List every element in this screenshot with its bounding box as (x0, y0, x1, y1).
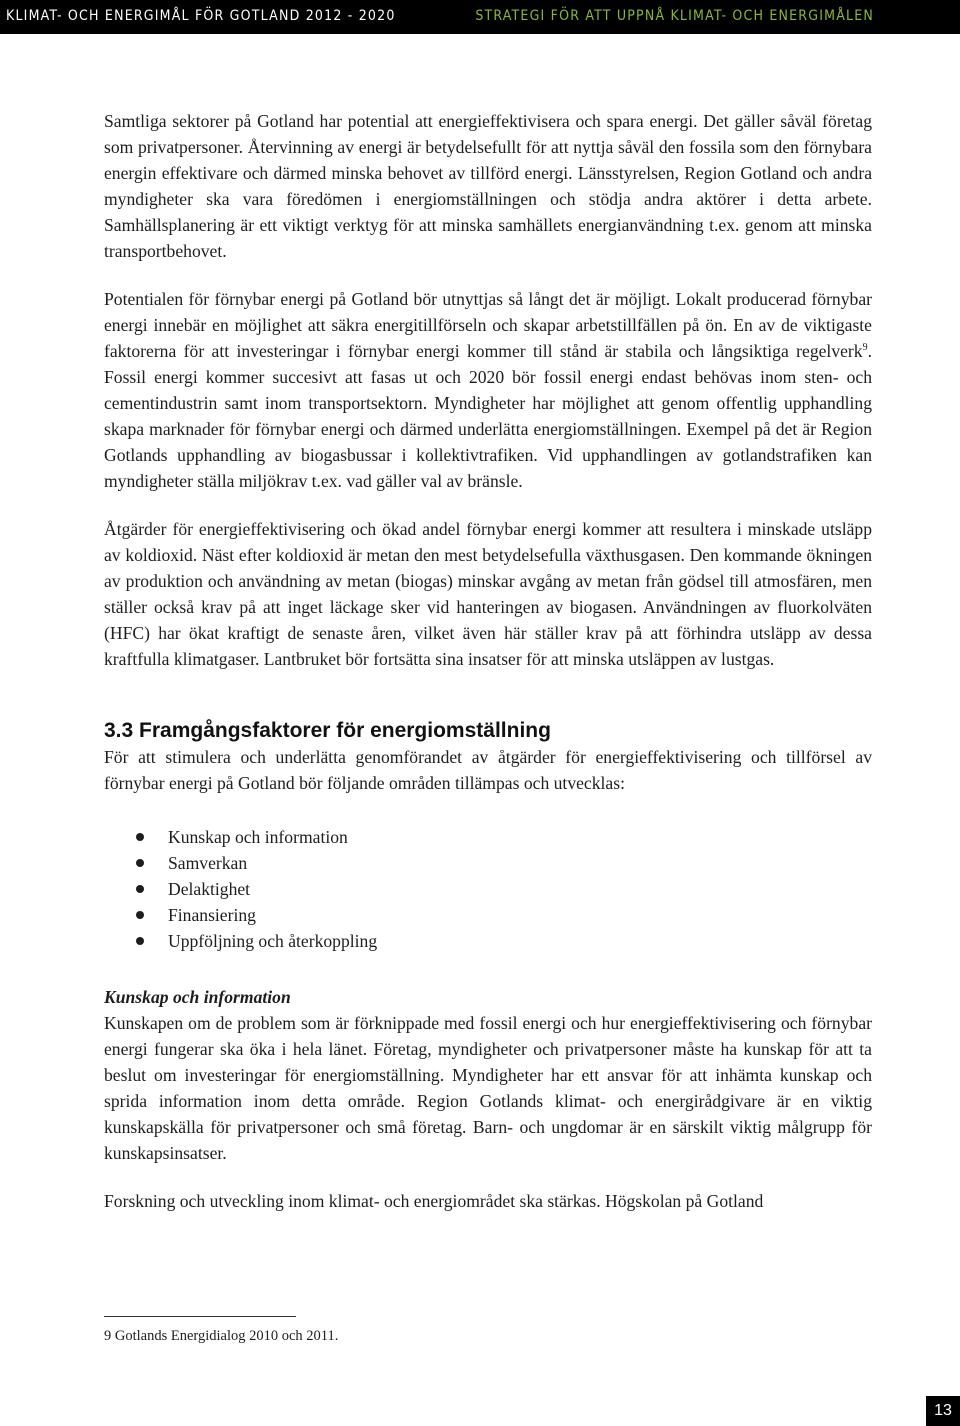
list-item-label: Finansiering (168, 905, 256, 925)
bullet-icon (136, 885, 144, 893)
paragraph-renewable-energy-part1: Potentialen för förnybar energi på Gotland bör utnyttjas så långt det är möjligt. Lokalt producerad förnybar energi innebär en möjlighet att säkra energitillförseln och skapar arbetstillfällen på ön. En av de viktigaste faktorerna för att investeringar i förnybar energi kommer till stånd är stabila och långsiktiga regelverk (104, 289, 872, 361)
footnote (104, 1326, 338, 1346)
bullet-icon (136, 833, 144, 841)
section-heading: 3.3 Framgångsfaktorer för energiomställning (104, 719, 551, 742)
footnote-reference[interactable]: 9 (862, 342, 868, 354)
footnote-text: Gotlands Energidialog 2010 och 2011. (111, 1328, 339, 1344)
page-number: 13 (926, 1396, 960, 1426)
section-intro: För att stimulera och underlätta genomförandet av åtgärder för energieffektivisering och tillförsel av förnybar energi på Gotland bör följande områden tillämpas och utvecklas: (104, 747, 872, 793)
list-item (136, 902, 872, 928)
list-item-label: Samverkan (168, 853, 248, 873)
list-item (136, 928, 872, 954)
paragraph-research: Forskning och utveckling inom klimat- och energiområdet ska stärkas. Högskolan på Gotland (104, 1191, 764, 1211)
paragraph-renewable-energy-part2: . Fossil energi kommer succesivt att fasas ut och 2020 bör fossil energi endast behövas inom sten- och cementindustrin samt inom transportsektorn. Myndigheter har möjlighet att genom offentlig upphandling skapa marknader för förnybar energi och därmed underlätta energiomställningen. Exempel på det är Region Gotlands upphandling av biogasbussar i kollektivtrafiken. Vid upphandlingen av gotlandstrafiken kan myndigheter ställa miljökrav t.ex. vad gäller val av bränsle. (104, 341, 872, 491)
bullet-icon (136, 859, 144, 867)
list-item (136, 824, 872, 850)
paragraph-knowledge: Kunskapen om de problem som är förknippade med fossil energi och hur energieffektivisering och förnybar energi fungerar ska öka i hela länet. Företag, myndigheter och privatpersoner måste ha kunskap för att ta beslut om investeringar för energiomställning. Myndigheter har ett ansvar för att inhämta kunskap och sprida information inom detta område. Region Gotlands klimat- och energirådgivare är en viktig kunskapskälla för privatpersoner och små företag. Barn- och ungdomar är en särskilt viktig målgrupp för kunskapsinsatser. (104, 1013, 872, 1163)
list-item-label: Delaktighet (168, 879, 251, 899)
success-factor-list (104, 824, 872, 954)
paragraph-energy-efficiency: Samtliga sektorer på Gotland har potential att energieffektivisera och spara energi. Det gäller såväl företag som privatpersoner. Återvinning av energi är betydelsefullt för att nyttja såväl den fossila som den förnybara energin effektivare och därmed minska behovet av tillförd energi. Länsstyrelsen, Region Gotland och andra myndigheter ska vara föredömen i energiomställningen och stödja andra aktörer i detta arbete. Samhällsplanering är ett viktigt verktyg för att minska samhällets energianvändning t.ex. genom att minska transportbehovet. (104, 111, 872, 261)
paragraph-renewable-energy (104, 286, 872, 494)
header-document-title: KLIMAT- OCH ENERGIMÅL FÖR GOTLAND 2012 - 2020 (6, 8, 396, 24)
list-item-label: Kunskap och information (168, 827, 348, 847)
running-header (0, 0, 960, 34)
page-body (104, 108, 872, 1214)
footnote-divider (104, 1316, 296, 1317)
subheading-knowledge: Kunskap och information (104, 987, 291, 1007)
header-chapter-title: STRATEGI FÖR ATT UPPNÅ KLIMAT- OCH ENERGIMÅLEN (475, 8, 874, 24)
bullet-icon (136, 911, 144, 919)
list-item (136, 876, 872, 902)
bullet-icon (136, 937, 144, 945)
list-item (136, 850, 872, 876)
list-item-label: Uppföljning och återkoppling (168, 931, 378, 951)
paragraph-emissions: Åtgärder för energieffektivisering och ökad andel förnybar energi kommer att resultera i minskade utsläpp av koldioxid. Näst efter koldioxid är metan den mest betydelsefulla växthusgasen. Den kommande ökningen av produktion och användning av metan (biogas) minskar avgång av metan från gödsel till atmosfären, men ställer också krav på att inget läckage sker vid hanteringen av biogasen. Användningen av fluorkolväten (HFC) har ökat kraftigt de senaste åren, vilket även här ställer krav på att förhindra utsläpp av dessa kraftfulla klimatgaser. Lantbruket bör fortsätta sina insatser för att minska utsläppen av lustgas. (104, 519, 872, 669)
footnote-number: 9 (104, 1328, 112, 1344)
